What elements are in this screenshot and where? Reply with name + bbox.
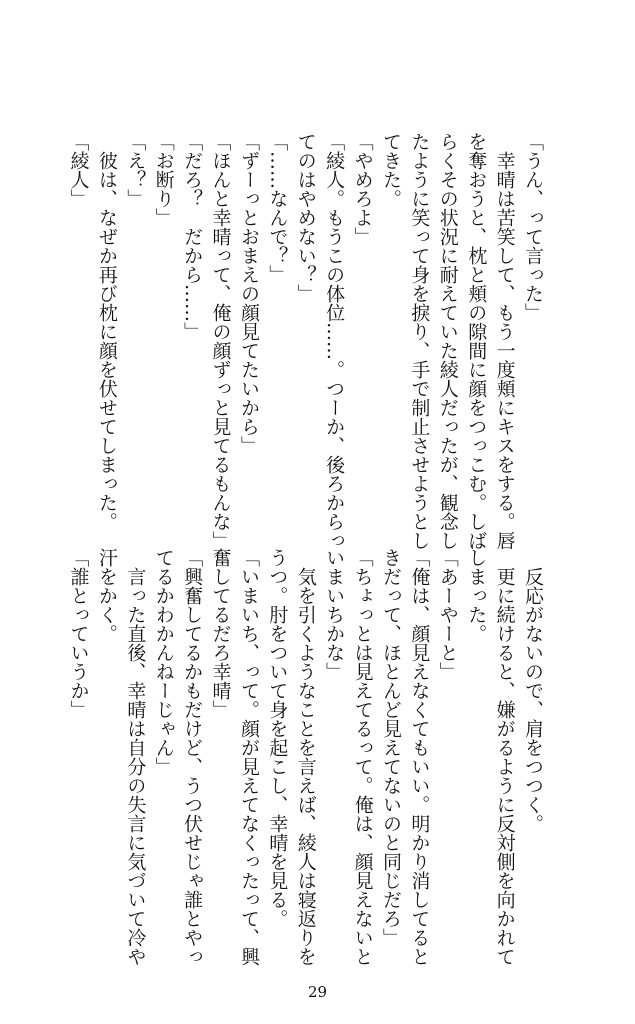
text-line: てるかわかんねーじゃん」 bbox=[152, 548, 175, 776]
lower-text-block bbox=[67, 548, 547, 966]
text-line: 汗をかく。 bbox=[95, 548, 118, 643]
text-line: 言った直後、幸晴は自分の失言に気づいて冷や bbox=[124, 548, 147, 966]
text-line: きだって、ほとんど見えてないのと同じだろ」 bbox=[379, 548, 402, 947]
page-number: 29 bbox=[307, 983, 328, 1001]
text-line: 幸晴は苦笑して、もう一度頬にキスをする。唇 bbox=[493, 132, 516, 550]
text-line: 「誰とっていうか」 bbox=[67, 548, 90, 719]
text-line: 「綾人」 bbox=[67, 132, 90, 208]
text-line: 「……なんで？」 bbox=[266, 132, 289, 284]
text-line: 「あーやーと」 bbox=[436, 548, 459, 681]
text-line: 「綾人。もうこの体位……。つーか、後ろからっ bbox=[323, 132, 346, 550]
text-line: たように笑って身を捩り、手で制止させようとし bbox=[408, 132, 431, 550]
text-line: 「俺は、顔見えなくてもいい。明かり消してると bbox=[408, 548, 431, 966]
text-line: 「ほんと幸晴って、俺の顔ずっと見てるもんな」 bbox=[209, 132, 232, 550]
text-line: を奪おうと、枕と頬の隙間に顔をつっこむ。しば bbox=[465, 132, 488, 550]
text-line: 奮してるだろ幸晴」 bbox=[209, 548, 232, 719]
text-line: 彼は、なぜか再び枕に顔を伏せてしまった。 bbox=[95, 132, 118, 531]
text-line: 「いまいち、って。顔が見えてなくったって、興 bbox=[237, 548, 260, 966]
text-line: てのはやめない？」 bbox=[294, 132, 317, 303]
text-line: 「うん、って言った」 bbox=[522, 132, 544, 322]
text-line: 反応がないので、肩をつつく。 bbox=[522, 548, 544, 833]
text-line: 「ずーっとおまえの顔見てたいから」 bbox=[237, 132, 260, 455]
text-line: 「興奮してるかもだけど、うつ伏せじゃ誰とやっ bbox=[181, 548, 204, 966]
text-line: 更に続けると、嫌がるように反対側を向かれて bbox=[493, 548, 516, 966]
text-line: 「え？」 bbox=[124, 132, 147, 208]
upper-text-block bbox=[67, 132, 547, 550]
text-line: うつ。肘をついて身を起こし、幸晴を見る。 bbox=[266, 548, 289, 928]
text-line: いまいちかな」 bbox=[323, 548, 346, 681]
text-line: 「お断り」 bbox=[152, 132, 175, 227]
text-line: しまった。 bbox=[465, 548, 488, 643]
text-line: 「やめろよ」 bbox=[351, 132, 374, 246]
text-line: 気を引くようなことを言えば、綾人は寝返りを bbox=[294, 548, 317, 966]
text-line: らくその状況に耐えていた綾人だったが、観念し bbox=[436, 132, 459, 550]
text-line: 「だろ？ だから……」 bbox=[181, 132, 204, 341]
text-line: てきた。 bbox=[379, 132, 402, 208]
text-line: 「ちょっとは見えてるって。俺は、顔見えないと bbox=[351, 548, 374, 966]
